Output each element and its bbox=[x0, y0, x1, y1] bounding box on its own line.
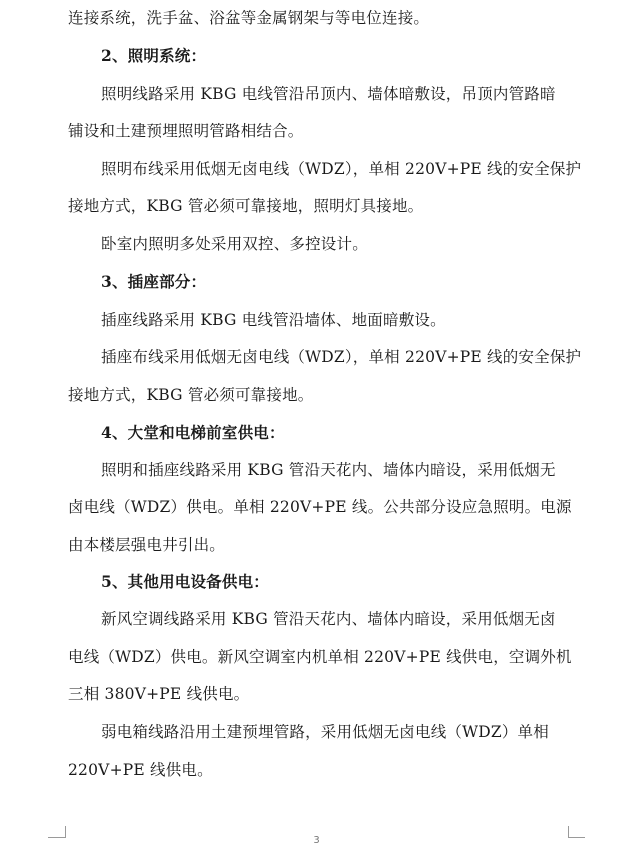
paragraph-line: 照明和插座线路采用 KBG 管沿天花内、墙体内暗设，采用低烟无 bbox=[101, 461, 556, 479]
section-heading-sockets: 3、插座部分： bbox=[101, 272, 207, 291]
paragraph-line: 铺设和土建预埋照明管路相结合。 bbox=[68, 122, 304, 140]
section-heading-other-equipment: 5、其他用电设备供电： bbox=[101, 572, 269, 591]
paragraph-line: 弱电箱线路沿用土建预埋管路，采用低烟无卤电线（WDZ）单相 bbox=[101, 723, 549, 741]
paragraph-line: 卧室内照明多处采用双控、多控设计。 bbox=[101, 235, 368, 253]
paragraph-line: 220V+PE 线供电。 bbox=[68, 761, 213, 779]
page-number: 3 bbox=[313, 835, 320, 846]
paragraph-line: 接地方式，KBG 管必须可靠接地。 bbox=[68, 386, 314, 404]
paragraph-line: 插座线路采用 KBG 电线管沿墙体、地面暗敷设。 bbox=[101, 311, 446, 329]
paragraph-line: 由本楼层强电井引出。 bbox=[68, 536, 226, 554]
paragraph-line: 新风空调线路采用 KBG 管沿天花内、墙体内暗设，采用低烟无卤 bbox=[101, 610, 556, 628]
paragraph-line: 照明布线采用低烟无卤电线（WDZ），单相 220V+PE 线的安全保护 bbox=[101, 160, 582, 178]
section-heading-lighting: 2、照明系统： bbox=[101, 46, 207, 65]
paragraph-line: 三相 380V+PE 线供电。 bbox=[68, 685, 250, 703]
paragraph-line: 照明线路采用 KBG 电线管沿吊顶内、墙体暗敷设，吊顶内管路暗 bbox=[101, 85, 556, 103]
paragraph-line: 卤电线（WDZ）供电。单相 220V+PE 线。公共部分设应急照明。电源 bbox=[68, 498, 572, 516]
paragraph-line: 接地方式，KBG 管必须可靠接地，照明灯具接地。 bbox=[68, 197, 424, 215]
paragraph-line: 插座布线采用低烟无卤电线（WDZ），单相 220V+PE 线的安全保护 bbox=[101, 348, 582, 366]
section-heading-lobby: 4、大堂和电梯前室供电： bbox=[101, 423, 285, 442]
paragraph-line: 电线（WDZ）供电。新风空调室内机单相 220V+PE 线供电，空调外机 bbox=[68, 648, 572, 666]
paragraph-line: 连接系统，洗手盆、浴盆等金属钢架与等电位连接。 bbox=[68, 9, 430, 27]
